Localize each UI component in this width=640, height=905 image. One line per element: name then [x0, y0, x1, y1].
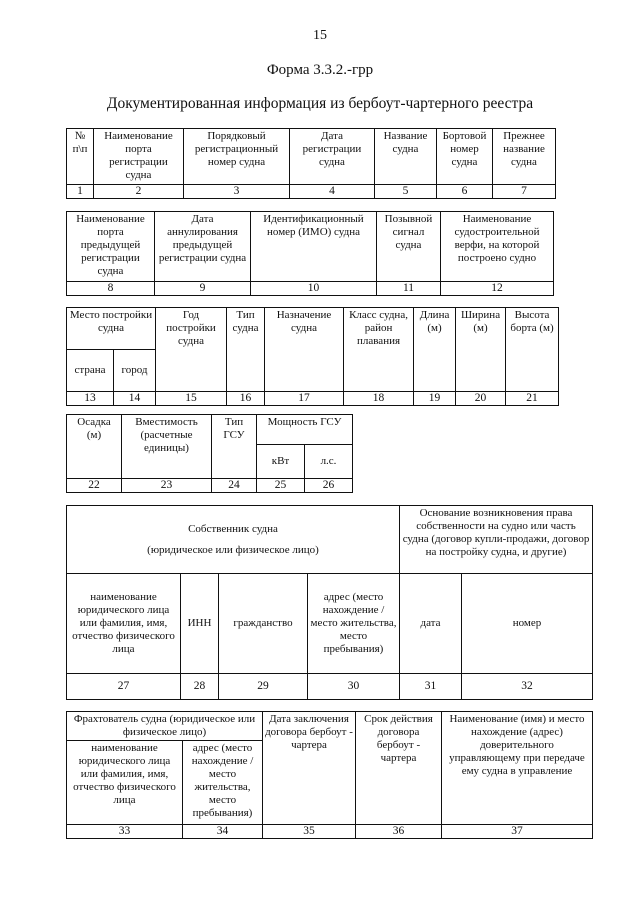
header-cell: Наименование порта регистрации судна [94, 129, 184, 185]
sub-header-cell: л.с. [305, 445, 353, 479]
sub-header-cell: ИНН [181, 574, 219, 674]
column-number: 3 [184, 185, 290, 199]
table-4 [66, 414, 353, 493]
owner-subtitle: (юридическое или физическое лицо) [147, 543, 319, 556]
column-number: 23 [122, 479, 212, 493]
column-number: 37 [442, 825, 593, 839]
sub-header-cell: дата [400, 574, 462, 674]
page-number: 15 [313, 28, 327, 43]
column-number: 5 [375, 185, 437, 199]
column-number: 20 [456, 392, 506, 406]
table-2 [66, 211, 554, 296]
sub-header-cell: номер [462, 574, 593, 674]
header-cell: Срок действия договора бербоут - чартера [356, 712, 442, 825]
column-number: 25 [257, 479, 305, 493]
header-cell: Класс судна, район плавания [344, 308, 414, 392]
header-cell: Бортовой номер судна [437, 129, 493, 185]
header-cell: Назначение судна [265, 308, 344, 392]
header-cell: Вместимость (расчетные единицы) [122, 415, 212, 479]
column-number: 1 [67, 185, 94, 199]
table-6 [66, 711, 593, 839]
column-number: 32 [462, 674, 593, 700]
sub-header-cell: гражданство [219, 574, 308, 674]
sub-header-cell: страна [67, 350, 114, 392]
column-number: 9 [155, 282, 251, 296]
column-number: 24 [212, 479, 257, 493]
header-cell: Тип ГСУ [212, 415, 257, 479]
header-group: Место постройки судна [67, 308, 156, 350]
column-number: 4 [290, 185, 375, 199]
header-cell: Год постройки судна [156, 308, 227, 392]
header-cell: Наименование порта предыдущей регистрации судна [67, 212, 155, 282]
header-cell: Наименование судостроительной верфи, на которой построено судно [441, 212, 554, 282]
column-number: 30 [308, 674, 400, 700]
table-1 [66, 128, 556, 199]
header-cell: Тип судна [227, 308, 265, 392]
column-number: 34 [183, 825, 263, 839]
header-cell: Дата заключения договора бербоут - чартера [263, 712, 356, 825]
column-number: 33 [67, 825, 183, 839]
sub-header-cell: наименование юридического лица или фамилия, имя, отчество физического лица [67, 741, 183, 825]
header-cell: Дата аннулирования предыдущей регистрации судна [155, 212, 251, 282]
column-number: 12 [441, 282, 554, 296]
column-number: 16 [227, 392, 265, 406]
owner-title: Собственник судна [188, 522, 278, 535]
header-cell: Высота борта (м) [506, 308, 559, 392]
header-cell: Длина (м) [414, 308, 456, 392]
column-number: 29 [219, 674, 308, 700]
column-number: 8 [67, 282, 155, 296]
column-number: 26 [305, 479, 353, 493]
column-number: 28 [181, 674, 219, 700]
column-number: 19 [414, 392, 456, 406]
column-number: 13 [67, 392, 114, 406]
sub-header-cell: наименование юридического лица или фамилия, имя, отчество физического лица [67, 574, 181, 674]
column-number: 10 [251, 282, 377, 296]
column-number: 22 [67, 479, 122, 493]
column-number: 18 [344, 392, 414, 406]
header-group: Мощность ГСУ [257, 415, 353, 445]
header-cell: Название судна [375, 129, 437, 185]
column-number: 6 [437, 185, 493, 199]
sub-header-cell: кВт [257, 445, 305, 479]
column-number: 17 [265, 392, 344, 406]
header-cell: Прежнее название судна [493, 129, 556, 185]
header-cell: Осадка (м) [67, 415, 122, 479]
charterer-group-header: Фрахтователь судна (юридическое или физическое лицо) [67, 712, 263, 741]
sub-header-cell: адрес (место нахождение / место жительства, место пребывания) [308, 574, 400, 674]
header-cell: № п\п [67, 129, 94, 185]
column-number: 35 [263, 825, 356, 839]
column-number: 7 [493, 185, 556, 199]
form-number: Форма 3.3.2.-грр [266, 62, 374, 78]
header-cell: Ширина (м) [456, 308, 506, 392]
header-cell: Дата регистрации судна [290, 129, 375, 185]
sub-header-cell: город [114, 350, 156, 392]
column-number: 2 [94, 185, 184, 199]
table-3 [66, 307, 559, 406]
column-number: 36 [356, 825, 442, 839]
document-title: Документированная информация из бербоут-чартерного реестра [106, 95, 534, 112]
basis-group-header: Основание возникновения права собственности на судно или часть судна (договор купли-продажи, договор на постройку судна, и другие) [400, 506, 593, 574]
column-number: 27 [67, 674, 181, 700]
header-cell: Наименование (имя) и место нахождение (адрес) доверительного управляющему при передаче ему судна в управление [442, 712, 593, 825]
table-5 [66, 505, 593, 700]
header-cell: Позывной сигнал судна [377, 212, 441, 282]
column-number: 14 [114, 392, 156, 406]
column-number: 31 [400, 674, 462, 700]
header-cell: Идентификационный номер (ИМО) судна [251, 212, 377, 282]
column-number: 21 [506, 392, 559, 406]
owner-group-header [67, 506, 400, 574]
column-number: 15 [156, 392, 227, 406]
sub-header-cell: адрес (место нахождение / место жительства, место пребывания) [183, 741, 263, 825]
header-cell: Порядковый регистрационный номер судна [184, 129, 290, 185]
column-number: 11 [377, 282, 441, 296]
